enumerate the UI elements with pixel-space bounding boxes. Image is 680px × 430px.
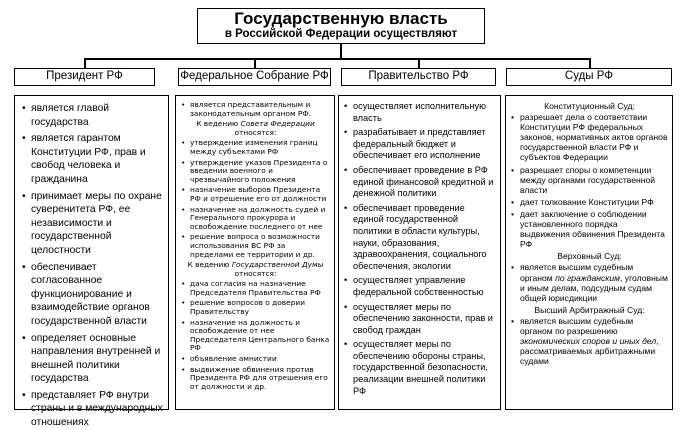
- arbitration-court-heading: Высший Арбитражный Суд:: [534, 304, 645, 315]
- list-item: • объявление амнистии: [181, 355, 330, 364]
- duma-list: [181, 280, 330, 391]
- president-panel: [14, 95, 169, 429]
- connector-president: [84, 58, 86, 68]
- header-courts: Суды РФ: [506, 68, 672, 86]
- federal-assembly-panel: [175, 95, 335, 410]
- list-item: • утверждение изменения границ между субъектами РФ: [181, 139, 330, 156]
- courts-panel: [505, 95, 673, 410]
- arbitration-court-list: [511, 316, 668, 366]
- list-item: • осуществляет меры по обеспечению законности, прав и свобод граждан: [344, 302, 496, 337]
- diagram-title: Государственную власть: [234, 9, 448, 28]
- list-item: • дает толкование Конституции РФ: [511, 197, 668, 207]
- list-item: • дает заключение о соблюдении установленного порядка выдвижения обвинения Президента РФ: [511, 209, 668, 249]
- list-item: • дача согласия на назначение Председателя Правительства РФ: [181, 280, 330, 297]
- list-item: • утверждение указов Президента о введении военного и чрезвычайного положения: [181, 159, 330, 185]
- header-government: Правительство РФ: [341, 68, 496, 86]
- constitutional-court-list: [511, 112, 668, 249]
- list-item: • решение вопросов о доверии Правительству: [181, 299, 330, 316]
- list-item: • разрешает споры о компетенции между органами государственной власти: [511, 165, 668, 195]
- duma-heading: К ведению Государственной Думы относятся:: [187, 260, 324, 278]
- list-item: • обеспечивает проведение единой государственной политики в области культуры, науки, образования, здравоохранения, социального обеспечения, экологии: [344, 203, 496, 273]
- list-item: • назначение на должность и освобождение от нее Председателя Центрального банка РФ: [181, 319, 330, 353]
- list-item: • является высшим судебным органом по гражданским, уголовным и иным делам, подсудным судам общей юрисдикции: [511, 262, 668, 302]
- list-item: • является главой государства: [22, 102, 164, 129]
- list-item: • является гарантом Конституции РФ, прав и свобод человека и гражданина: [22, 132, 164, 186]
- connector-trunk: [340, 44, 342, 58]
- header-president: Президент РФ: [14, 68, 155, 86]
- list-item: • назначение выборов Президента РФ и отрешение его от должности: [181, 186, 330, 203]
- header-federal-assembly: Федеральное Собрание РФ: [178, 68, 331, 86]
- list-item: • является представительным и законодательным органом РФ.: [181, 101, 330, 118]
- list-item: • является высшим судебным органом по разрешению экономических споров и иных дел, рассматриваемых арбитражными судами: [511, 316, 668, 366]
- supreme-court-list: [511, 262, 668, 302]
- list-item: • разрабатывает и представляет федеральный бюджет и обеспечивает его исполнение: [344, 127, 496, 162]
- list-item: • представляет РФ внутри страны и в международных отношениях: [22, 389, 164, 430]
- list-item: • обеспечивает проведение в РФ единой финансовой кредитной и денежной политики: [344, 165, 496, 200]
- supreme-court-heading: Верховный Суд:: [557, 251, 622, 262]
- federation-council-list: [181, 139, 330, 259]
- list-item: • осуществляет исполнительную власть: [344, 101, 496, 124]
- constitutional-court-heading: Конституционный Суд:: [544, 101, 635, 111]
- connector-government: [418, 58, 420, 68]
- assembly-intro-list: [181, 101, 330, 118]
- connector-courts: [589, 58, 591, 68]
- list-item: • решение вопроса о возможности использования ВС РФ за пределами ее территории и др.: [181, 233, 330, 259]
- list-item: • осуществляет управление федеральной собственностью: [344, 275, 496, 298]
- list-item: • выдвижение обвинения против Президента РФ для отрешения его от должности и др.: [181, 366, 330, 392]
- list-item: • осуществляет меры по обеспечению обороны страны, государственной безопасности, реализации внешней политики РФ: [344, 339, 496, 397]
- list-item: • обеспечивает согласованное функционирование и взаимодействие органов государственной власти: [22, 261, 164, 329]
- connector-horizontal: [84, 58, 589, 60]
- list-item: • определяет основные направления внутренней и внешней политики государства: [22, 332, 164, 386]
- government-list: [344, 101, 496, 397]
- government-panel: [338, 95, 501, 410]
- diagram-title-box: [197, 8, 485, 44]
- president-list: [22, 102, 164, 430]
- connector-assembly: [254, 58, 256, 68]
- list-item: • принимает меры по охране суверенитета РФ, ее независимости и государственной целостности: [22, 190, 164, 258]
- diagram-subtitle: в Российской Федерации осуществляют: [224, 28, 458, 40]
- federation-council-heading: К ведению Совета Федерации относятся:: [196, 119, 315, 137]
- list-item: • разрешает дела о соответствии Конституции РФ федеральных законов, нормативных актов органов государственной власти РФ и субъектов Федерации: [511, 112, 668, 162]
- list-item: • назначение на должность судей и Генерального прокурора и освобождение последнего от нее: [181, 206, 330, 232]
